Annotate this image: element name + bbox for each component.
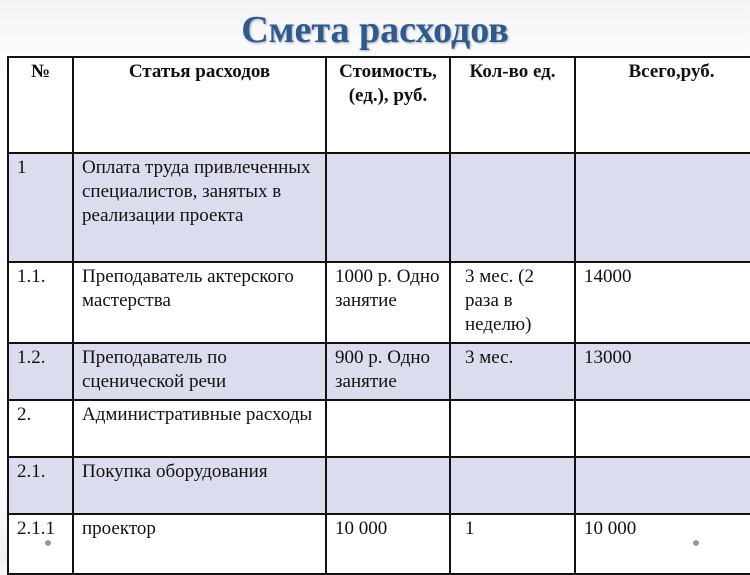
cell-quantity — [450, 400, 575, 457]
table-row — [8, 514, 750, 574]
cell-quantity: 3 мес. (2 раза в неделю) — [450, 262, 575, 343]
table-row — [8, 343, 750, 400]
cell-number: 1 — [8, 153, 73, 262]
header-quantity: Кол-во ед. — [450, 57, 575, 153]
decor-dot — [693, 540, 699, 546]
cell-total — [575, 153, 750, 262]
cell-total — [575, 457, 750, 514]
cell-item: проектор — [73, 514, 326, 574]
header-item: Статья расходов — [73, 57, 326, 153]
header-total: Всего,руб. — [575, 57, 750, 153]
cell-total — [575, 400, 750, 457]
cell-quantity — [450, 457, 575, 514]
cell-number: 2.1. — [8, 457, 73, 514]
table-row — [8, 153, 750, 262]
header-cost: Стоимость, (ед.), руб. — [326, 57, 450, 153]
cell-cost: 1000 р. Одно занятие — [326, 262, 450, 343]
cell-cost — [326, 153, 450, 262]
cell-cost: 10 000 — [326, 514, 450, 574]
slide-title: Смета расходов — [241, 9, 509, 51]
cell-item: Покупка оборудования — [73, 457, 326, 514]
cell-quantity: 3 мес. — [450, 343, 575, 400]
cell-cost — [326, 400, 450, 457]
cell-quantity — [450, 153, 575, 262]
cell-item: Административные расходы — [73, 400, 326, 457]
cell-number: 1.2. — [8, 343, 73, 400]
table-row — [8, 457, 750, 514]
cell-cost: 900 р. Одно занятие — [326, 343, 450, 400]
cell-item: Оплата труда привлеченных специалистов, занятых в реализации проекта — [73, 153, 326, 262]
table-row — [8, 400, 750, 457]
cell-number: 1.1. — [8, 262, 73, 343]
cell-number: 2.1.1 — [8, 514, 73, 574]
table-row — [8, 262, 750, 343]
cell-total: 14000 — [575, 262, 750, 343]
cell-number: 2. — [8, 400, 73, 457]
cell-item: Преподаватель актерского мастерства — [73, 262, 326, 343]
cell-quantity: 1 — [450, 514, 575, 574]
expense-table — [7, 56, 750, 575]
cell-total: 13000 — [575, 343, 750, 400]
cell-item: Преподаватель по сценической речи — [73, 343, 326, 400]
header-number: № — [8, 57, 73, 153]
decor-dot — [45, 540, 51, 546]
header-row — [8, 57, 750, 153]
cell-cost — [326, 457, 450, 514]
cell-total: 10 000 — [575, 514, 750, 574]
